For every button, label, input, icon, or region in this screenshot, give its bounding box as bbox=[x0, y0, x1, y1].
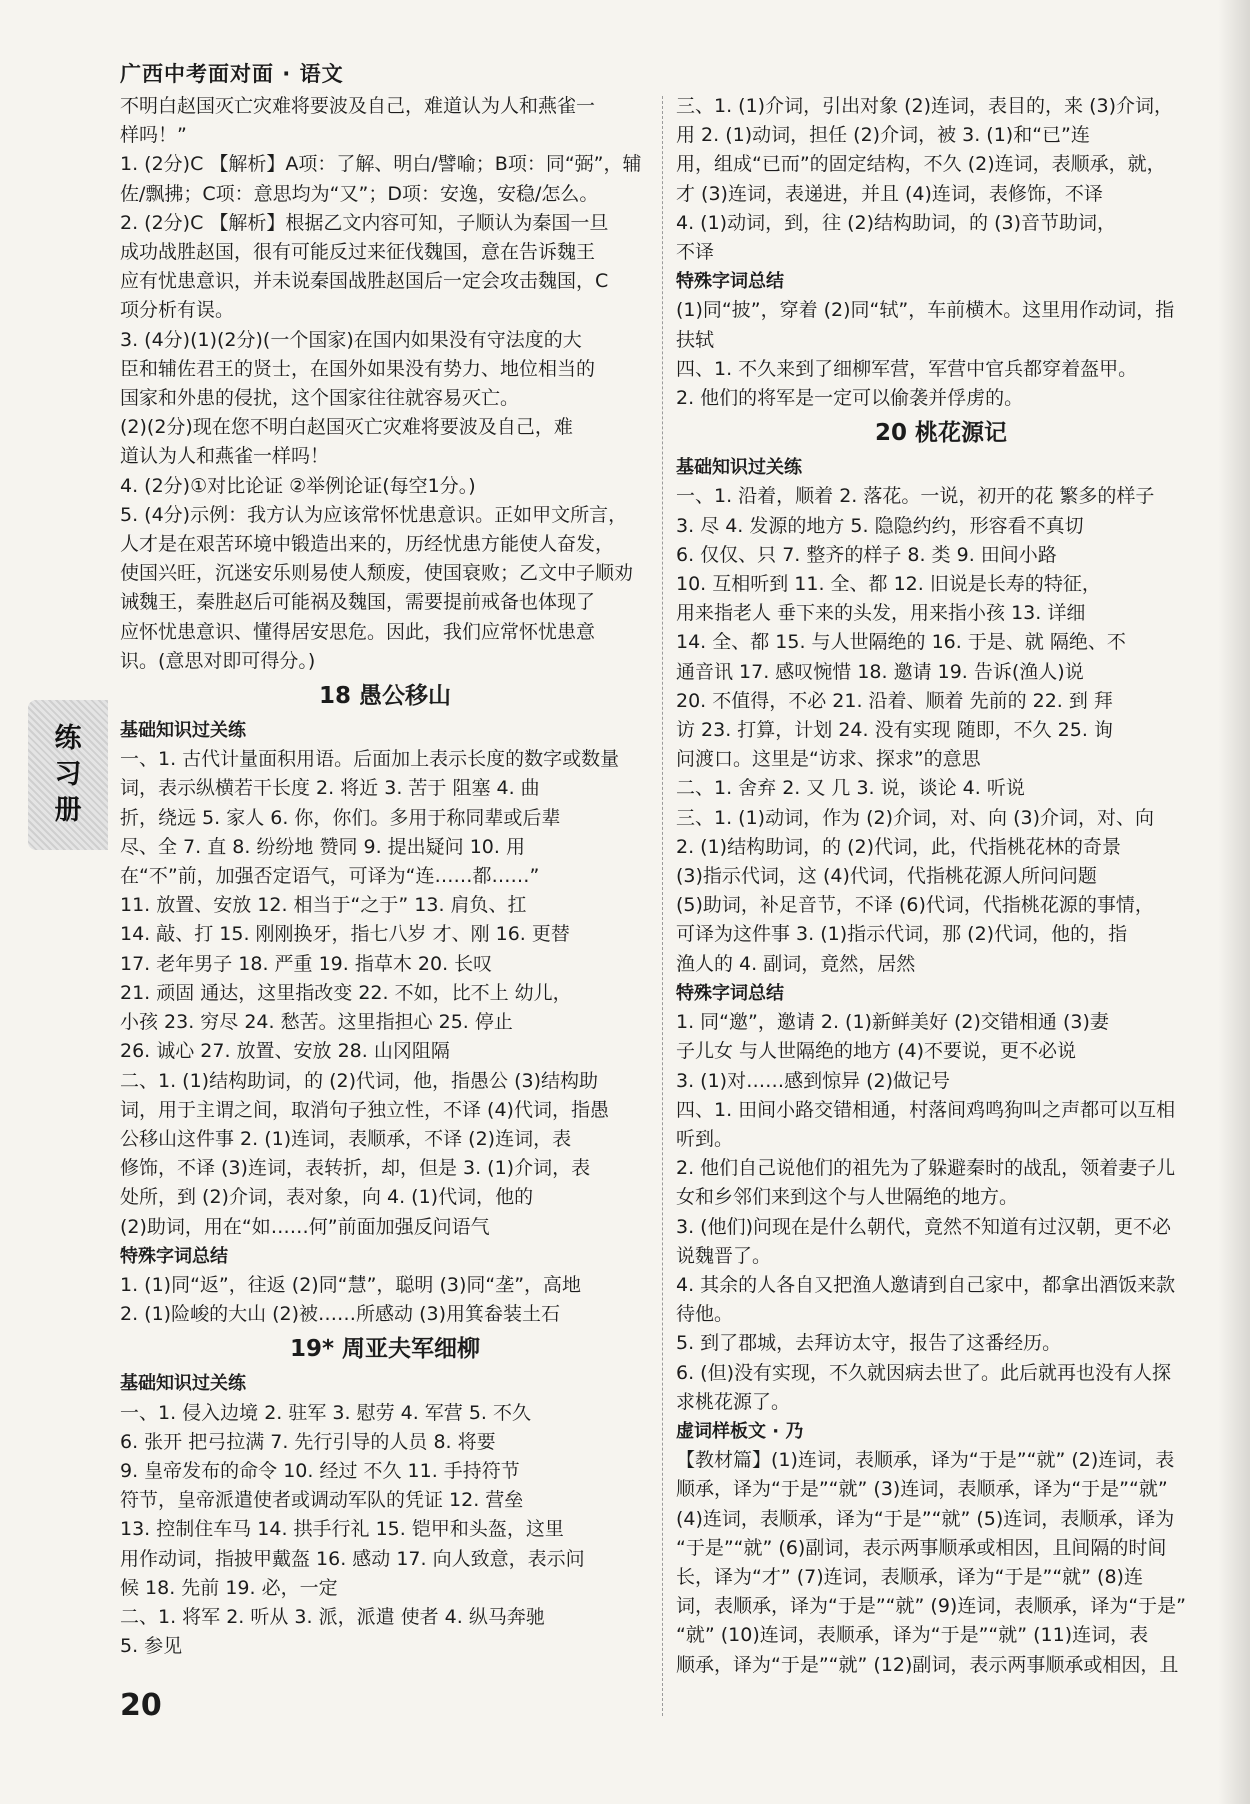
text-line: 四、1. 不久来到了细柳军营，军营中官兵都穿着盔甲。 bbox=[676, 357, 1138, 380]
right-column bbox=[676, 92, 1206, 1680]
text-line: 词，用于主谓之间，取消句子独立性，不译 (4)代词，指愚 bbox=[120, 1098, 609, 1121]
text-line: 女和乡邻们来到这个与人世隔绝的地方。 bbox=[676, 1186, 1019, 1209]
text-line: 3. (4分)(1)(2分)(一个国家)在国内如果没有守法度的大 bbox=[120, 328, 582, 351]
text-line: 项分析有误。 bbox=[120, 299, 235, 322]
text-line: 可译为这件事 3. (1)指示代词，那 (2)代词，他的，指 bbox=[676, 923, 1128, 946]
subsection-heading: 特殊字词总结 bbox=[120, 1245, 228, 1267]
text-line: 用来指老人 垂下来的头发，用来指小孩 13. 详细 bbox=[676, 602, 1086, 625]
text-line: 诫魏王，秦胜赵后可能祸及魏国，需要提前戒备也体现了 bbox=[120, 591, 596, 614]
text-line: 10. 互相听到 11. 全、都 12. 旧说是长寿的特征， bbox=[676, 573, 1101, 596]
text-line: (3)指示代词，这 (4)代词，代指桃花源人所问问题 bbox=[676, 865, 1097, 888]
page-edge-shadow bbox=[1218, 0, 1250, 1804]
text-line: (2)(2分)现在您不明白赵国灭亡灾难将要波及自己，难 bbox=[120, 416, 573, 439]
text-line: 识。(意思对即可得分。) bbox=[120, 649, 316, 672]
text-line: 2. (1)险峻的大山 (2)被……所感动 (3)用箕畚装土石 bbox=[120, 1303, 560, 1326]
text-line: 尽、全 7. 直 8. 纷纷地 赞同 9. 提出疑问 10. 用 bbox=[120, 835, 525, 858]
text-line: 5. 参见 bbox=[120, 1635, 183, 1658]
text-line: 2. (2分)C 【解析】根据乙文内容可知，子顺认为秦国一旦 bbox=[120, 211, 609, 234]
text-line: 扶轼 bbox=[676, 328, 715, 351]
subsection-heading: 特殊字词总结 bbox=[676, 982, 784, 1004]
text-line: 不明白赵国灭亡灾难将要波及自己，难道认为人和燕雀一 bbox=[120, 95, 596, 117]
side-tab bbox=[28, 700, 108, 850]
text-line: 才 (3)连词，表递进，并且 (4)连词，表修饰，不译 bbox=[676, 182, 1103, 205]
text-line: 二、1. 将军 2. 听从 3. 派，派遣 使者 4. 纵马奔驰 bbox=[120, 1605, 545, 1628]
text-line: 2. 他们自己说他们的祖先为了躲避秦时的战乱，领着妻子儿 bbox=[676, 1157, 1176, 1180]
text-line: 3. 尽 4. 发源的地方 5. 隐隐约约，形容看不真切 bbox=[676, 514, 1084, 537]
text-line: 待他。 bbox=[676, 1303, 734, 1326]
text-line: 13. 控制住车马 14. 拱手行礼 15. 铠甲和头盔，这里 bbox=[120, 1518, 564, 1541]
text-line: 【教材篇】(1)连词，表顺承，译为“于是”“就” (2)连词，表 bbox=[676, 1449, 1175, 1472]
text-line: 在“不”前，加强否定语气，可译为“连……都……” bbox=[120, 865, 540, 888]
text-line: 词，表示纵横若干长度 2. 将近 3. 苦于 阻塞 4. 曲 bbox=[120, 777, 540, 800]
text-line: 5. 到了郡城，去拜访太守，报告了这番经历。 bbox=[676, 1332, 1062, 1355]
text-line: 使国兴旺，沉迷安乐则易使人颓废，使国衰败；乙文中子顺劝 bbox=[120, 562, 634, 585]
subsection-heading: 基础知识过关练 bbox=[676, 457, 802, 479]
text-line: 3. (1)对……感到惊异 (2)做记号 bbox=[676, 1069, 951, 1092]
text-line: 求桃花源了。 bbox=[676, 1390, 791, 1413]
text-line: 2. (1)结构助词，的 (2)代词，此，代指桃花林的奇景 bbox=[676, 835, 1122, 858]
subsection-heading: 基础知识过关练 bbox=[120, 720, 246, 742]
section-title: 20 桃花源记 bbox=[874, 420, 1007, 447]
side-tab-char: 习 bbox=[54, 759, 82, 790]
page-number: 20 bbox=[120, 1688, 162, 1723]
text-line: 公移山这件事 2. (1)连词，表顺承，不译 (2)连词，表 bbox=[120, 1127, 572, 1150]
text-line: 6. (但)没有实现，不久就因病去世了。此后就再也没有人探 bbox=[676, 1361, 1171, 1384]
text-line: 通音讯 17. 感叹惋惜 18. 邀请 19. 告诉(渔人)说 bbox=[676, 660, 1084, 683]
text-line: 三、1. (1)介词，引出对象 (2)连词，表目的，来 (3)介词， bbox=[676, 95, 1173, 117]
section-title: 19* 周亚夫军细柳 bbox=[289, 1336, 481, 1363]
text-line: 3. (他们)问现在是什么朝代，竟然不知道有过汉朝，更不必 bbox=[676, 1215, 1171, 1238]
text-line: 渔人的 4. 副词，竟然，居然 bbox=[676, 952, 916, 975]
text-line: “于是”“就” (6)副词，表示两事顺承或相因，且间隔的时间 bbox=[676, 1536, 1167, 1559]
text-line: 符节，皇帝派遣使者或调动军队的凭证 12. 营垒 bbox=[120, 1489, 524, 1512]
text-line: 1. (2分)C 【解析】A项：了解、明白/譬喻；B项：同“弼”，辅 bbox=[120, 153, 642, 176]
text-line: 4. (1)动词，到，往 (2)结构助词，的 (3)音节助词， bbox=[676, 211, 1116, 234]
text-line: 9. 皇帝发布的命令 10. 经过 不久 11. 手持符节 bbox=[120, 1459, 520, 1482]
text-line: 5. (4分)示例：我方认为应该常怀忧患意识。正如甲文所言， bbox=[120, 503, 628, 526]
text-line: 修饰，不译 (3)连词，表转折，却，但是 3. (1)介词，表 bbox=[120, 1157, 591, 1180]
text-line: 一、1. 沿着，顺着 2. 落花。一说，初开的花 繁多的样子 bbox=[676, 485, 1155, 508]
text-line: 4. 其余的人各自又把渔人邀请到自己家中，都拿出酒饭来款 bbox=[676, 1273, 1176, 1296]
text-line: 成功战胜赵国，很有可能反过来征伐魏国，意在告诉魏王 bbox=[120, 241, 596, 264]
text-line: 26. 诚心 27. 放置、安放 28. 山冈阻隔 bbox=[120, 1040, 450, 1063]
text-line: 道认为人和燕雀一样吗！ bbox=[120, 445, 330, 468]
text-line: 14. 敲、打 15. 刚刚换牙，指七八岁 才、刚 16. 更替 bbox=[120, 923, 570, 946]
text-line: 说魏晋了。 bbox=[676, 1244, 772, 1267]
text-line: 国家和外患的侵扰，这个国家往往就容易灭亡。 bbox=[120, 387, 520, 410]
text-line: 2. 他们的将军是一定可以偷袭并俘虏的。 bbox=[676, 387, 1024, 410]
text-line: 子儿女 与人世隔绝的地方 (4)不要说，更不必说 bbox=[676, 1040, 1076, 1063]
text-line: 长，译为“才” (7)连词，表顺承，译为“于是”“就” (8)连 bbox=[676, 1565, 1143, 1588]
text-line: 用，组成“已而”的固定结构，不久 (2)连词，表顺承，就， bbox=[676, 153, 1166, 176]
text-line: 应有忧患意识，并未说秦国战胜赵国后一定会攻击魏国，C bbox=[120, 270, 609, 293]
section-title: 18 愚公移山 bbox=[318, 683, 451, 710]
text-line: 二、1. 舍弃 2. 又 几 3. 说，谈论 4. 听说 bbox=[676, 777, 1025, 800]
page-header: 广西中考面对面 · 语文 bbox=[120, 62, 344, 86]
text-line: 问渡口。这里是“访求、探求”的意思 bbox=[676, 748, 981, 771]
text-line: 1. (1)同“返”，往返 (2)同“慧”，聪明 (3)同“垄”，高地 bbox=[120, 1273, 582, 1296]
text-line: 四、1. 田间小路交错相通，村落间鸡鸣狗叫之声都可以互相 bbox=[676, 1098, 1176, 1121]
text-line: (1)同“披”，穿着 (2)同“轼”，车前横木。这里用作动词，指 bbox=[676, 299, 1175, 322]
text-line: 顺承，译为“于是”“就” (3)连词，表顺承，译为“于是”“就” bbox=[676, 1478, 1168, 1501]
subsection-heading: 基础知识过关练 bbox=[120, 1373, 246, 1395]
text-line: 1. 同“邀”，邀请 2. (1)新鲜美好 (2)交错相通 (3)妻 bbox=[676, 1011, 1109, 1034]
text-line: 21. 顽固 通达，这里指改变 22. 不如，比不上 幼儿， bbox=[120, 981, 572, 1004]
text-line: 用作动词，指披甲戴盔 16. 感动 17. 向人致意，表示问 bbox=[120, 1547, 585, 1570]
text-line: 一、1. 古代计量面积用语。后面加上表示长度的数字或数量 bbox=[120, 748, 620, 771]
text-line: 折，绕远 5. 家人 6. 你，你们。多用于称同辈或后辈 bbox=[120, 806, 561, 829]
text-line: 17. 老年男子 18. 严重 19. 指草木 20. 长叹 bbox=[120, 952, 493, 975]
text-line: 一、1. 侵入边境 2. 驻军 3. 慰劳 4. 军营 5. 不久 bbox=[120, 1401, 531, 1424]
text-line: 用 2. (1)动词，担任 (2)介词，被 3. (1)和“已”连 bbox=[676, 124, 1090, 147]
text-line: 小孩 23. 穷尽 24. 愁苦。这里指担心 25. 停止 bbox=[120, 1011, 513, 1034]
text-line: 臣和辅佐君王的贤士，在国外如果没有势力、地位相当的 bbox=[120, 357, 596, 380]
text-line: 样吗！” bbox=[120, 124, 187, 147]
text-line: 14. 全、都 15. 与人世隔绝的 16. 于是、就 隔绝、不 bbox=[676, 631, 1126, 654]
text-line: 候 18. 先前 19. 必，一定 bbox=[120, 1576, 338, 1599]
text-line: 三、1. (1)动词，作为 (2)介词，对、向 (3)介词，对、向 bbox=[676, 806, 1154, 829]
left-column bbox=[120, 92, 650, 1661]
text-line: 顺承，译为“于是”“就” (12)副词，表示两事顺承或相因，且 bbox=[676, 1653, 1179, 1676]
text-line: 处所，到 (2)介词，表对象，向 4. (1)代词，他的 bbox=[120, 1186, 534, 1209]
side-tab-char: 练 bbox=[54, 723, 82, 754]
text-line: 20. 不值得，不必 21. 沿着、顺着 先前的 22. 到 拜 bbox=[676, 689, 1113, 712]
text-line: 应怀忧患意识、懂得居安思危。因此，我们应常怀忧患意 bbox=[120, 620, 596, 643]
subsection-heading: 虚词样板文 · 乃 bbox=[676, 1420, 804, 1442]
side-tab-char: 册 bbox=[54, 795, 82, 826]
text-line: 6. 张开 把弓拉满 7. 先行引导的人员 8. 将要 bbox=[120, 1430, 496, 1453]
text-line: 二、1. (1)结构助词，的 (2)代词，他，指愚公 (3)结构助 bbox=[120, 1069, 598, 1092]
text-line: 6. 仅仅、只 7. 整齐的样子 8. 类 9. 田间小路 bbox=[676, 543, 1057, 566]
text-line: 访 23. 打算，计划 24. 没有实现 随即，不久 25. 询 bbox=[676, 719, 1113, 742]
text-line: (4)连词，表顺承，译为“于是”“就” (5)连词，表顺承，译为 bbox=[676, 1507, 1175, 1530]
text-line: 11. 放置、安放 12. 相当于“之于” 13. 肩负、扛 bbox=[120, 894, 527, 917]
text-line: (2)助词，用在“如……何”前面加强反问语气 bbox=[120, 1215, 490, 1238]
subsection-heading: 特殊字词总结 bbox=[676, 271, 784, 293]
column-divider bbox=[662, 96, 663, 1716]
text-line: “就” (10)连词，表顺承，译为“于是”“就” (11)连词，表 bbox=[676, 1624, 1149, 1647]
text-line: 佐/飘拂；C项：意思均为“又”；D项：安逸，安稳/怎么。 bbox=[120, 182, 599, 205]
text-line: (5)助词，补足音节，不译 (6)代词，代指桃花源的事情， bbox=[676, 894, 1154, 917]
text-line: 词，表顺承，译为“于是”“就” (9)连词，表顺承，译为“于是” bbox=[676, 1595, 1187, 1618]
text-line: 人才是在艰苦环境中锻造出来的，历经忧患方能使人奋发， bbox=[120, 533, 615, 556]
text-line: 听到。 bbox=[676, 1127, 734, 1150]
text-line: 4. (2分)①对比论证 ②举例论证(每空1分。) bbox=[120, 474, 476, 497]
text-line: 不译 bbox=[676, 241, 715, 264]
